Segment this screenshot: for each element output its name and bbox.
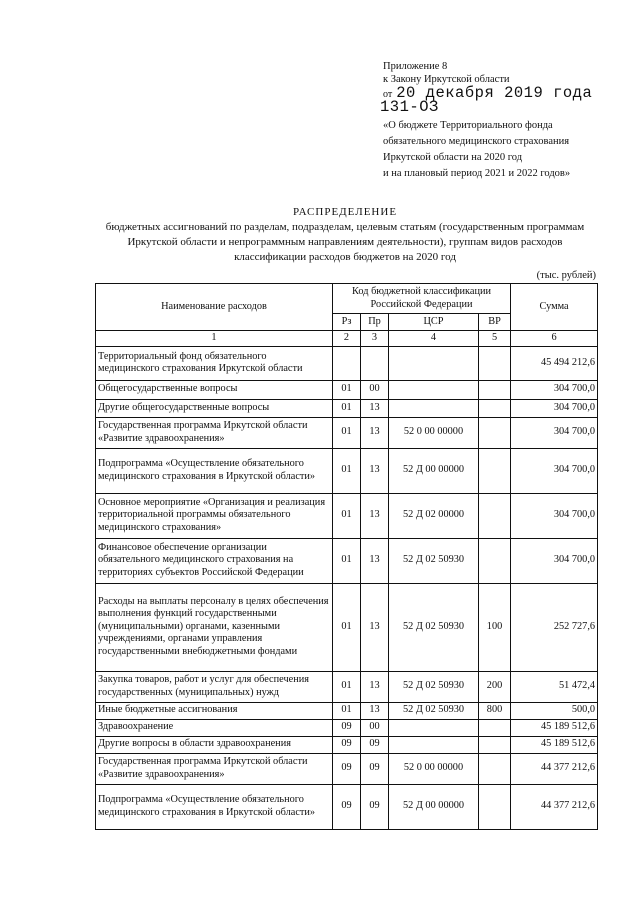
row-rz: 01 — [333, 448, 361, 493]
row-pr — [361, 346, 389, 380]
row-rz: 01 — [333, 671, 361, 702]
units-label: (тыс. рублей) — [536, 270, 596, 281]
row-csr: 52 Д 02 50930 — [389, 538, 479, 583]
header-vr: ВР — [479, 314, 511, 331]
col-num: 2 — [333, 331, 361, 347]
table-row — [96, 417, 598, 448]
date-prefix: от — [383, 89, 393, 100]
row-sum: 500,0 — [511, 702, 598, 719]
row-vr — [479, 346, 511, 380]
row-rz: 01 — [333, 702, 361, 719]
header-code-group: Код бюджетной классификации Российской Федерации — [333, 284, 511, 314]
row-name: Территориальный фонд обязательного медицинского страхования Иркутской области — [96, 346, 333, 380]
row-sum: 45 494 212,6 — [511, 346, 598, 380]
appendix-law-ref: к Закону Иркутской области — [383, 74, 510, 85]
row-csr: 52 Д 02 00000 — [389, 493, 479, 538]
header-sum: Сумма — [511, 284, 598, 331]
row-csr: 52 Д 02 50930 — [389, 702, 479, 719]
law-title-line-2: обязательного медицинского страхования — [383, 136, 570, 147]
row-vr: 200 — [479, 671, 511, 702]
row-sum: 304 700,0 — [511, 417, 598, 448]
law-title-line-1: «О бюджете Территориального фонда — [383, 120, 553, 131]
row-pr: 13 — [361, 671, 389, 702]
row-rz: 09 — [333, 719, 361, 736]
row-rz: 01 — [333, 417, 361, 448]
appendix-header — [383, 60, 633, 86]
row-csr: 52 0 00 00000 — [389, 753, 479, 784]
table-row — [96, 671, 598, 702]
row-sum: 45 189 512,6 — [511, 719, 598, 736]
row-name: Иные бюджетные ассигнования — [96, 702, 333, 719]
row-name: Государственная программа Иркутской области «Развитие здравоохранения» — [96, 753, 333, 784]
row-sum: 51 472,4 — [511, 671, 598, 702]
row-vr: 100 — [479, 583, 511, 671]
row-vr — [479, 784, 511, 829]
title-main: РАСПРЕДЕЛЕНИЕ — [292, 206, 398, 218]
row-pr: 13 — [361, 399, 389, 417]
row-pr: 09 — [361, 753, 389, 784]
row-name: Подпрограмма «Осуществление обязательного медицинского страхования в Иркутской области» — [96, 448, 333, 493]
row-name: Расходы на выплаты персоналу в целях обеспечения выполнения функций государственными (муниципальными) органами, казенными учреждениями, органами управления государственными внебюджетными фондами — [96, 583, 333, 671]
row-csr: 52 Д 02 50930 — [389, 583, 479, 671]
table-row — [96, 346, 598, 380]
row-vr — [479, 448, 511, 493]
table-row — [96, 702, 598, 719]
table-row — [96, 736, 598, 753]
row-rz: 01 — [333, 583, 361, 671]
title-sub-1: бюджетных ассигнований по разделам, подразделам, целевым статьям (государственным программам — [105, 221, 585, 233]
row-vr — [479, 538, 511, 583]
table-row — [96, 448, 598, 493]
header-csr: ЦСР — [389, 314, 479, 331]
row-sum: 304 700,0 — [511, 538, 598, 583]
table-row — [96, 719, 598, 736]
table-row — [96, 380, 598, 399]
row-rz: 01 — [333, 399, 361, 417]
header-pr: Пр — [361, 314, 389, 331]
row-vr — [479, 736, 511, 753]
table-row — [96, 493, 598, 538]
row-pr: 13 — [361, 583, 389, 671]
col-num: 5 — [479, 331, 511, 347]
row-rz — [333, 346, 361, 380]
row-vr — [479, 753, 511, 784]
row-csr — [389, 380, 479, 399]
row-sum: 304 700,0 — [511, 448, 598, 493]
row-name: Здравоохранение — [96, 719, 333, 736]
row-rz: 01 — [333, 493, 361, 538]
title-sub-2: Иркутской области и непрограммным направлениям деятельности), группам видов расходов — [127, 236, 563, 248]
law-title-line-3: Иркутской области на 2020 год — [383, 152, 523, 163]
row-name: Другие вопросы в области здравоохранения — [96, 736, 333, 753]
row-sum: 304 700,0 — [511, 380, 598, 399]
table-row — [96, 399, 598, 417]
row-csr — [389, 736, 479, 753]
row-rz: 09 — [333, 753, 361, 784]
row-rz: 09 — [333, 784, 361, 829]
law-title-line-4: и на плановый период 2021 и 2022 годов» — [383, 168, 571, 179]
row-vr — [479, 399, 511, 417]
title-sub-3: классификации расходов бюджетов на 2020 год — [234, 251, 456, 263]
row-name: Подпрограмма «Осуществление обязательного медицинского страхования в Иркутской области» — [96, 784, 333, 829]
row-name: Финансовое обеспечение организации обязательного медицинского страхования на территориях субъектов Российской Федерации — [96, 538, 333, 583]
row-pr: 00 — [361, 719, 389, 736]
budget-table — [95, 283, 598, 830]
row-vr — [479, 719, 511, 736]
column-number-row — [96, 331, 598, 347]
row-pr: 09 — [361, 736, 389, 753]
row-sum: 252 727,6 — [511, 583, 598, 671]
row-sum: 45 189 512,6 — [511, 736, 598, 753]
row-pr: 09 — [361, 784, 389, 829]
table-row — [96, 784, 598, 829]
table-row — [96, 753, 598, 784]
header-name: Наименование расходов — [96, 284, 333, 331]
row-pr: 13 — [361, 538, 389, 583]
row-pr: 13 — [361, 493, 389, 538]
row-rz: 01 — [333, 538, 361, 583]
row-pr: 13 — [361, 702, 389, 719]
document-title — [95, 205, 595, 265]
law-date: 20 декабря 2019 года — [396, 84, 593, 102]
row-rz: 01 — [333, 380, 361, 399]
col-num: 6 — [511, 331, 598, 347]
table-row — [96, 583, 598, 671]
col-num: 4 — [389, 331, 479, 347]
row-name: Другие общегосударственные вопросы — [96, 399, 333, 417]
row-name: Общегосударственные вопросы — [96, 380, 333, 399]
row-pr: 00 — [361, 380, 389, 399]
row-name: Государственная программа Иркутской области «Развитие здравоохранения» — [96, 417, 333, 448]
law-title-block — [383, 118, 633, 182]
row-csr: 52 Д 00 00000 — [389, 448, 479, 493]
row-sum: 44 377 212,6 — [511, 784, 598, 829]
appendix-number: Приложение 8 — [383, 61, 448, 72]
row-vr — [479, 493, 511, 538]
row-csr: 52 Д 02 50930 — [389, 671, 479, 702]
row-vr — [479, 417, 511, 448]
header-rz: Рз — [333, 314, 361, 331]
col-num: 3 — [361, 331, 389, 347]
header-row — [96, 284, 598, 314]
row-csr — [389, 399, 479, 417]
col-num: 1 — [96, 331, 333, 347]
row-sum: 304 700,0 — [511, 493, 598, 538]
row-vr: 800 — [479, 702, 511, 719]
row-rz: 09 — [333, 736, 361, 753]
row-csr — [389, 346, 479, 380]
row-pr: 13 — [361, 448, 389, 493]
row-csr: 52 0 00 00000 — [389, 417, 479, 448]
law-number: 131-ОЗ — [380, 98, 439, 116]
row-pr: 13 — [361, 417, 389, 448]
row-vr — [479, 380, 511, 399]
row-sum: 304 700,0 — [511, 399, 598, 417]
row-sum: 44 377 212,6 — [511, 753, 598, 784]
row-csr: 52 Д 00 00000 — [389, 784, 479, 829]
row-name: Закупка товаров, работ и услуг для обеспечения государственных (муниципальных) нужд — [96, 671, 333, 702]
row-csr — [389, 719, 479, 736]
table-row — [96, 538, 598, 583]
row-name: Основное мероприятие «Организация и реализация территориальной программы обязательного медицинского страхования» — [96, 493, 333, 538]
